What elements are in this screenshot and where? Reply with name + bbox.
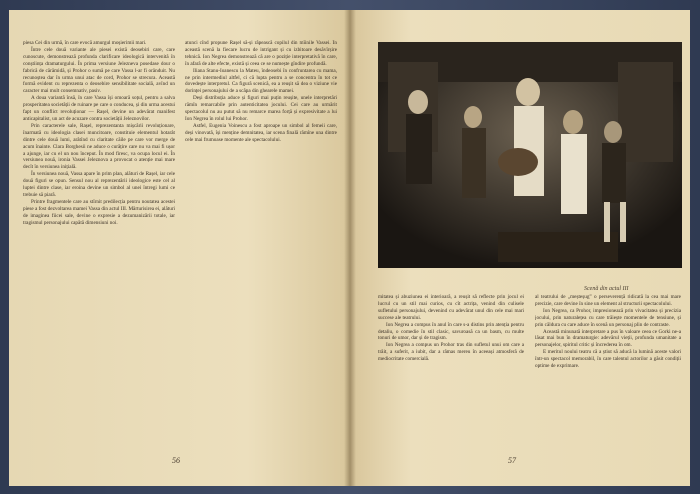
paragraph: Această minunată interpretare a pus în valoare ceea ce Gorki ne-a lăsat mai bun în dramaturgie: adevărul vieții, profunda umanitate a personajelor, spiritul critic și încrederea în om.: [535, 328, 681, 349]
paragraph: Ion Negrea a compus un Prohor tras din sufletul unui om care a trăit, a suferit, a iubit, dar a rămas mereu în aceeași atmosferă de mediocritate comercială.: [378, 342, 524, 363]
scene-photo: [378, 42, 682, 268]
left-page-number: 56: [172, 456, 180, 465]
paragraph: Prin caracterele sale, Rașel, reprezentanta mișcării revoluționare, înarmată cu ideologia clasei muncitoare, constituie elementul hotarât dintre cele două lumi, arătînd cu claritate căile pe care vor merge de acum înainte. Clara Borghesii ne aduce o curățire care nu va mai fi ușor a ajunge, iar cu el un nou început. În mod firesc, va ocupa locul ei. În versiunea nouă, ironia Vassei Jeleznova a provocat o atenție mai mare decît în versiunea inițială.: [23, 122, 175, 171]
paragraph: Între cele două variante ale piesei există deosebiri care, care cunoscute, demonstrează profunda clarificare ideologică intervenită în conștiința dramaturgului. În prima versiune Jelezneva posedase dour o fabrică de cărămidă, și Prohor o sumă pe care Vassa l-ar fi orânduit. Nu recunoștea dar în urma unui atac de cord, Prohor se strecura. Această formă evident cu reprezenta o deosebire sensibilitate socială, avînd un caracter mai mult consemnativ, pasiv.: [23, 46, 175, 95]
right-column-1: [378, 294, 524, 444]
photo-caption: Scenă din actul III: [584, 286, 629, 292]
paragraph: Deși distribuția aduce și figuri mai puțin reușite, unele interpretări rămîn remarcabile prin autenticitatea jocului. Cei care au urmărit spectacolul nu au putut să nu remarce marea forță și expresivitate a lui Ion Negrea în rolul lui Prohor.: [185, 95, 337, 122]
paragraph: mitatea și abuziunea ei interioară, a reușit să reflecte prin jocul ei lucrul cu un stil mai curios, cu cît actrița, venind din culisele sufletului personajului, devenind cu adevărat unul din cele mai mari succese ale teatrului.: [378, 294, 524, 321]
paragraph: Ion Negrea a compus în anul în care s-a distins prin atenția pentru detaliu, o comedie în stil clasic, savuroasă ca un basm, cu multe tonuri de umor, dar și de tragism.: [378, 321, 524, 342]
right-column-2: [535, 294, 681, 444]
book-gutter: [344, 10, 356, 486]
paragraph: A doua variantă însă, în care Vassa își omoară soțul, pentru a salva prosperitatea societății de ruinare pe care o conducea, și din urma acestui fapt un conflict revoluționar — Rașel, devine un adevărat manifest anticapitalist, un act de acuzare contra societății Jeleznovilor.: [23, 95, 175, 122]
paragraph: Printre fragmentele care au stîrnit predilecția pentru noutatea acestei piese a fost dezvoltarea mamei Vassa din actul III. Mărturisirea ei, alături de imaginea fiicei sale, devine o expresie a dezumanizării totale, iar tragismul personajului capătă dimensiuni noi.: [23, 198, 175, 226]
right-page-number: 57: [508, 456, 516, 465]
left-column-2: [185, 40, 337, 440]
paragraph: Iliana Stanu-Ioanescu la Mateu, îndeosebi în confruntarea cu mama, ne prin intermediul altfel, ci că lupta pentru a se concentra în tot ce dovedește interpretul. Ca figură scenică, ea a reușit să dea o viziune vie dorinței personajului de a scăpa din ghearele mamei.: [185, 67, 337, 95]
paragraph: atunci cînd propune Rașel să-și răpească copilul din mîinile Vassei. În această scenă la fiecare lucru de intrigant și cu izbitoare desăvîrșire tehnică. Ion Negrea demonstrează că are o poziție interpretativă în care, în afară de alte efecte, există și ceea ce se numește gîndire profundă.: [185, 40, 337, 67]
left-column-1: [23, 40, 175, 440]
paragraph: E meritul noului teatru că a știut să aducă la lumină aceste valori într-un spectacol memorabil, în care talentul actorilor a găsit condiții optime de exprimare.: [535, 349, 681, 370]
left-page: [9, 10, 350, 486]
paragraph: În versiunea nouă, Vassa apare în prim plan, alături de Rașel, iar cele două figuri se opun. Sensul nou al reprezentării ideologice este cel al luptei dintre clase, iar eroina devine un simbol al unei întregi lumi ce trebuie să piară.: [23, 171, 175, 198]
paragraph: Astfel, Eugenia Voinescu a fost aproape un simbol al femeii care, deși vinovată, își menține demnitatea, iar scena finală rămîne una dintre cele mai frumoase momente ale spectacolului.: [185, 122, 337, 143]
paragraph: piesa Cei din urmă, în care evocă amurgul moșierimii mari.: [23, 40, 147, 46]
scene-photo-image: [378, 42, 682, 268]
paragraph: Ion Negrea, ca Prohor, impresionează prin vivacitatea și precizia jocului, prin naturalețea cu care trăiește momentele de tensiune, și prin căldura cu care aduce în scenă un personaj plin de contraste.: [535, 307, 681, 328]
paragraph: al teatrului de „meșteșug” o perseverență ridicată la cea mai mare precizie, care devine în sine un element al structurii spectacolului.: [535, 294, 681, 307]
